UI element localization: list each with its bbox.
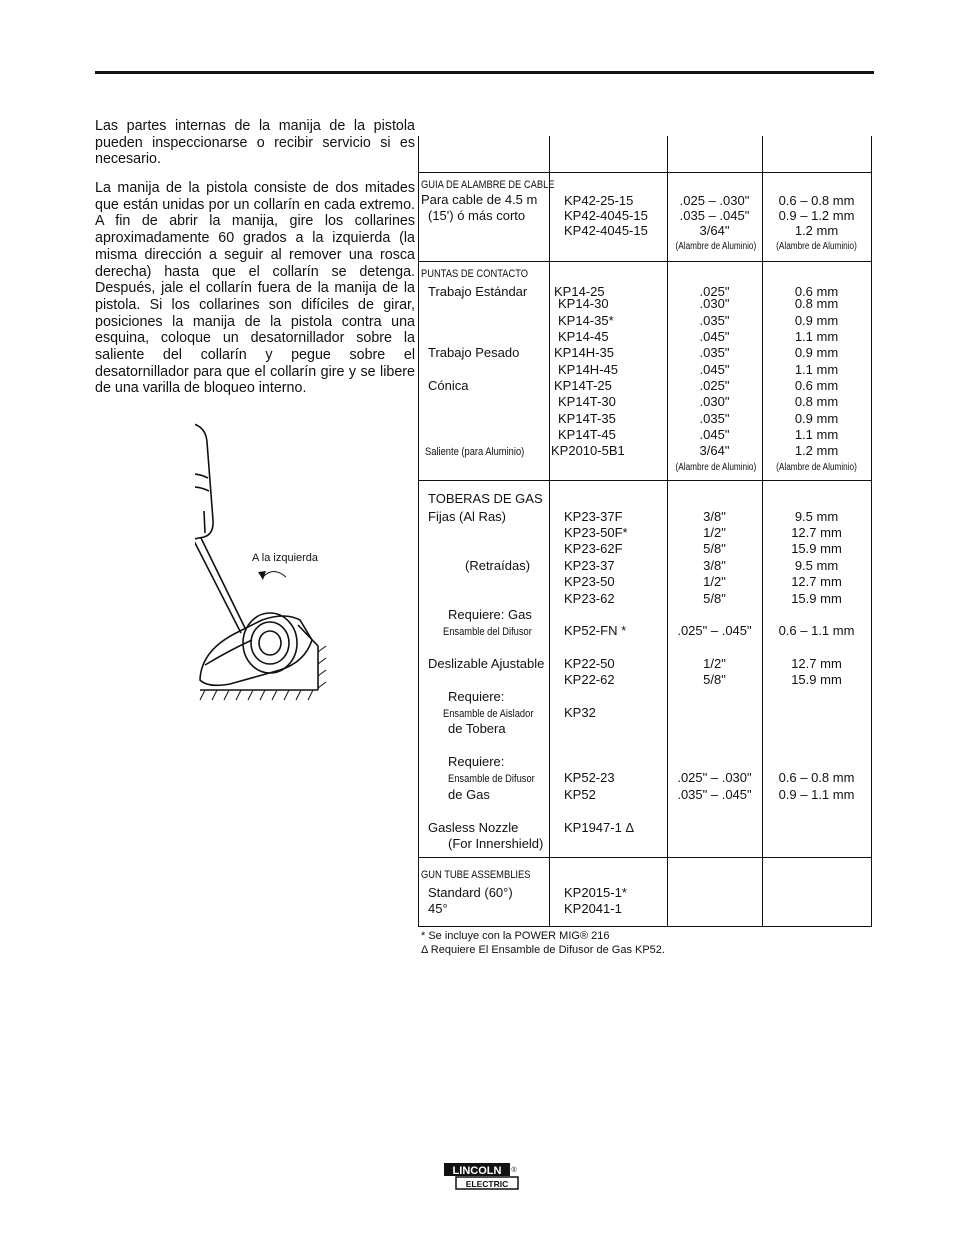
part-number: KP2015-1*: [564, 885, 627, 900]
nozzle-size-mm: 9.5 mm: [794, 509, 839, 524]
part-number: KP42-4045-15: [564, 223, 648, 238]
wire-size-mm: 0.6 – 0.8 mm: [778, 770, 855, 785]
column-divider: [549, 136, 550, 927]
row-divider: [418, 480, 871, 481]
wire-size-inch: 3/64": [699, 443, 730, 458]
footnote: Δ Requiere El Ensamble de Difusor de Gas KP52.: [421, 944, 665, 956]
part-number: KP1947-1 Δ: [564, 820, 635, 835]
nozzle-size-mm: 9.5 mm: [794, 558, 839, 573]
requirement-label: Requiere: Gas: [448, 607, 532, 622]
requirement-label: de Gas: [448, 787, 490, 802]
row-divider: [418, 857, 871, 858]
part-number: KP14-30: [558, 296, 609, 311]
wire-size-inch: .045": [699, 427, 730, 442]
wire-size-mm: 0.6 – 0.8 mm: [778, 193, 855, 208]
wire-size-mm: 0.6 mm: [794, 284, 839, 299]
wire-size-inch: 3/64": [699, 223, 730, 238]
requirement-label: de Tobera: [448, 721, 506, 736]
nozzle-size-mm: 15.9 mm: [791, 591, 842, 606]
wire-size-mm: 0.9 mm: [794, 345, 839, 360]
wire-size-mm: 1.2 mm: [794, 443, 839, 458]
part-number: KP22-62: [564, 672, 615, 687]
requirement-label: Ensamble del Difusor: [443, 626, 532, 638]
part-number: KP23-62F: [564, 541, 623, 556]
nozzle-size-inch: 5/8": [703, 541, 726, 556]
part-number: KP14-35*: [558, 313, 614, 328]
part-number: KP22-50: [564, 656, 615, 671]
gun-tube-type: 45°: [428, 901, 448, 916]
aluminum-note: (Alambre de Aluminio): [776, 241, 857, 252]
tip-group: Trabajo Estándar: [428, 284, 528, 299]
wire-size-inch: .035": [699, 345, 730, 360]
nozzle-group: Deslizable Ajustable: [428, 656, 545, 671]
part-number: KP14H-45: [558, 362, 618, 377]
wire-size-inch: .025 – .030": [679, 193, 750, 208]
nozzle-size-inch: 1/2": [703, 656, 726, 671]
footnote: * Se incluye con la POWER MIG® 216: [421, 930, 610, 942]
wire-size-inch: .035" – .045": [677, 787, 752, 802]
aluminum-note: (Alambre de Aluminio): [675, 462, 757, 473]
part-number: KP2041-1: [564, 901, 622, 916]
nozzle-size-inch: 3/8": [703, 558, 726, 573]
part-number: KP14T-30: [558, 394, 616, 409]
header-rule: [95, 71, 874, 74]
wire-size-mm: 0.9 mm: [794, 313, 839, 328]
screwdriver-illustration: [195, 420, 435, 710]
wire-size-mm: 0.9 mm: [794, 411, 839, 426]
nozzle-size-mm: 12.7 mm: [791, 525, 842, 540]
liner-desc: (15') ó más corto: [428, 208, 526, 223]
wire-size-mm: 0.9 – 1.1 mm: [778, 787, 855, 802]
wire-size-mm: 1.1 mm: [794, 427, 839, 442]
wire-size-inch: .035": [699, 411, 730, 426]
nozzle-size-mm: 15.9 mm: [791, 672, 842, 687]
part-number: KP14-45: [558, 329, 609, 344]
wire-size-mm: 1.2 mm: [794, 223, 839, 238]
nozzle-group: Gasless Nozzle: [428, 820, 519, 835]
nozzle-size-mm: 15.9 mm: [791, 541, 842, 556]
row-divider: [418, 172, 871, 173]
part-number: KP14T-45: [558, 427, 616, 442]
wire-size-mm: 0.8 mm: [794, 394, 839, 409]
wire-size-mm: 1.1 mm: [794, 362, 839, 377]
tip-group: Cónica: [428, 378, 469, 393]
nozzle-size-inch: 5/8": [703, 672, 726, 687]
part-number: KP14T-25: [554, 378, 612, 393]
liner-desc: Para cable de 4.5 m: [421, 192, 538, 207]
wire-size-inch: .045": [699, 329, 730, 344]
logo-line1: LINCOLN: [452, 1165, 502, 1177]
wire-size-inch: .030": [699, 296, 730, 311]
wire-size-inch: .045": [699, 362, 730, 377]
gun-tubes-heading: GUN TUBE ASSEMBLIES: [421, 869, 531, 881]
part-number: KP23-50F*: [564, 525, 628, 540]
intro-paragraph-2: La manija de la pistola consiste de dos mitades que están unidas por un collarín en cada extremo. A fin de abrir la manija, gire los collarines aproximadamente 60 grados a la izquierda (la misma dirección a seguir al remover una rosca derecha) hasta que el collarín se detenga. Después, jale el collarín fuera de la manija de la pistola. Si los collarines son difíciles de girar, posiciones la manija de la pistola contra una esquina, coloque un desatornillador sobre la saliente del collarín y pegue sobre el desatornillador para que el collarín gire y se libere de una varilla de bloqueo interno.: [95, 180, 415, 397]
part-number: KP23-37: [564, 558, 615, 573]
part-number: KP42-4045-15: [564, 208, 648, 223]
wire-size-mm: 0.6 – 1.1 mm: [778, 623, 855, 638]
wire-size-mm: 0.9 – 1.2 mm: [778, 208, 855, 223]
part-number: KP14T-35: [558, 411, 616, 426]
logo-line2: ELECTRIC: [465, 1179, 509, 1189]
wire-size-inch: .025": [699, 378, 730, 393]
part-number: KP14H-35: [554, 345, 614, 360]
wire-size-mm: 1.1 mm: [794, 329, 839, 344]
tip-group: Trabajo Pesado: [428, 345, 520, 360]
nozzle-size-inch: 5/8": [703, 591, 726, 606]
intro-paragraph-1: Las partes internas de la manija de la pistola pueden inspeccionarse o recibir servicio si es necesario.: [95, 118, 415, 168]
requirement-label: Ensamble de Aislador: [443, 708, 534, 720]
nozzle-group: Fijas (Al Ras): [428, 509, 507, 524]
logo-reg: ®: [511, 1167, 517, 1174]
nozzle-group: (For Innershield): [448, 836, 544, 851]
wire-size-mm: 0.8 mm: [794, 296, 839, 311]
wire-size-inch: .025": [699, 284, 730, 299]
part-number: KP52-FN *: [564, 623, 627, 638]
part-number: KP23-37F: [564, 509, 623, 524]
nozzle-group: (Retraídas): [465, 558, 531, 573]
gun-tube-type: Standard (60°): [428, 885, 513, 900]
part-number: KP2010-5B1: [551, 443, 625, 458]
nozzle-size-inch: 1/2": [703, 574, 726, 589]
aluminum-note: (Alambre de Aluminio): [675, 241, 757, 252]
part-number: KP42-25-15: [564, 193, 634, 208]
nozzle-size-mm: 12.7 mm: [791, 574, 842, 589]
nozzles-heading: TOBERAS DE GAS: [428, 491, 543, 506]
part-number: KP52: [564, 787, 596, 802]
wire-size-inch: .035": [699, 313, 730, 328]
part-number: KP52-23: [564, 770, 615, 785]
part-number: KP23-62: [564, 591, 615, 606]
requirement-label: Requiere:: [448, 689, 505, 704]
requirement-label: Ensamble de Difusor: [448, 773, 535, 785]
wire-size-inch: .025" – .030": [677, 770, 752, 785]
nozzle-size-inch: 3/8": [703, 509, 726, 524]
part-number: KP14-25: [554, 284, 605, 299]
wire-size-inch: .025" – .045": [677, 623, 752, 638]
nozzle-size-mm: 12.7 mm: [791, 656, 842, 671]
liner-heading: GUIA DE ALAMBRE DE CABLE: [421, 179, 555, 191]
aluminum-note: (Alambre de Aluminio): [776, 462, 857, 473]
row-divider: [418, 261, 871, 262]
nozzle-size-inch: 1/2": [703, 525, 726, 540]
tips-heading: PUNTAS DE CONTACTO: [421, 268, 529, 280]
requirement-label: Requiere:: [448, 754, 505, 769]
lincoln-electric-logo: [443, 1162, 519, 1190]
part-number: KP32: [564, 705, 596, 720]
wire-size-mm: 0.6 mm: [794, 378, 839, 393]
wire-size-inch: .030": [699, 394, 730, 409]
counterclockwise-label: A la izquierda: [252, 552, 319, 564]
tip-group: Saliente (para Aluminio): [425, 446, 525, 458]
part-number: KP23-50: [564, 574, 615, 589]
wire-size-inch: .035 – .045": [679, 208, 750, 223]
